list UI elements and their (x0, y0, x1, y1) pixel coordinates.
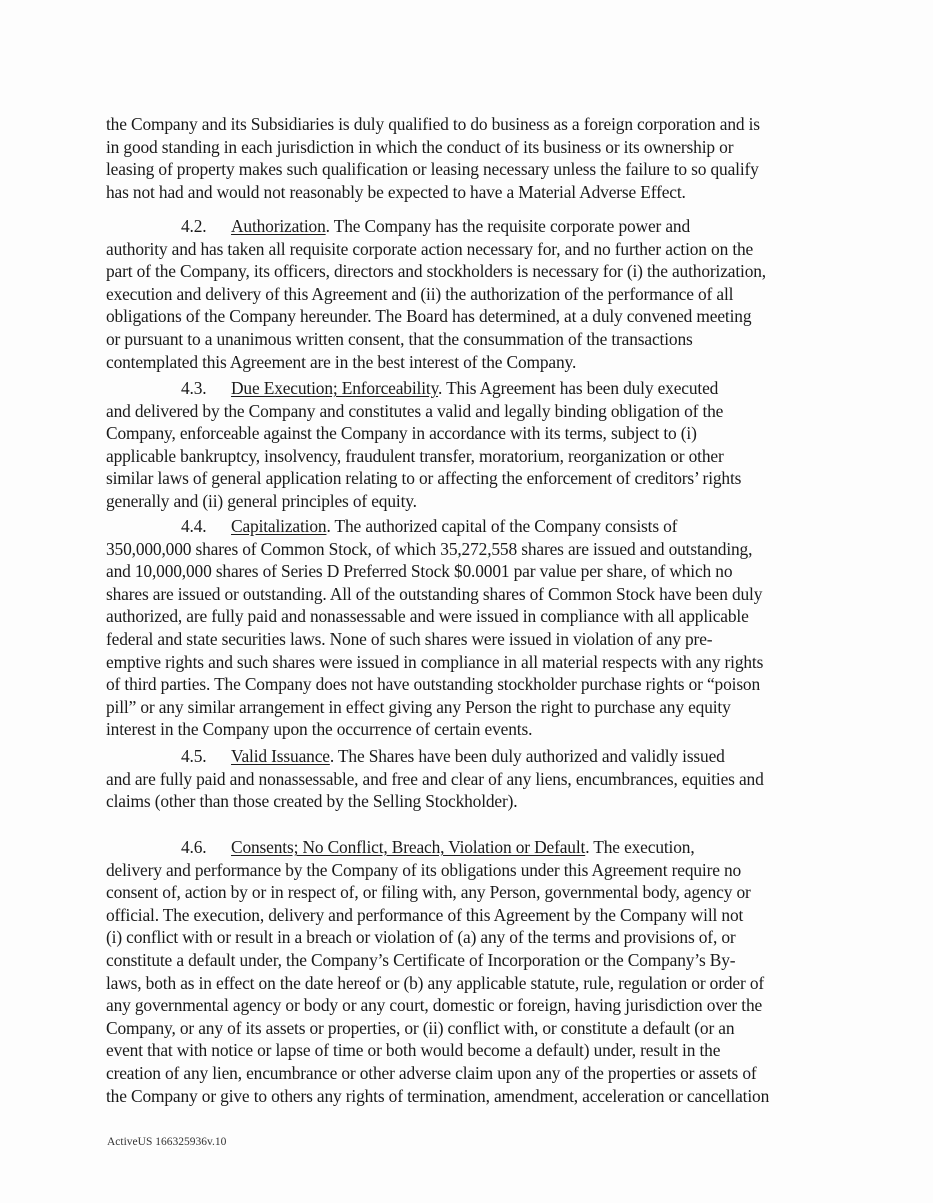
section-heading: Consents; No Conflict, Breach, Violation or Default (231, 837, 586, 857)
section-first-line (106, 836, 866, 859)
text-line: any governmental agency or body or any court, domestic or foreign, having jurisdiction over the (106, 995, 763, 1016)
text-line: has not had and would not reasonably be expected to have a Material Adverse Effect. (106, 181, 686, 202)
text-line: similar laws of general application relating to or affecting the enforcement of creditors’ rights (106, 468, 742, 489)
text-line: in good standing in each jurisdiction in which the conduct of its business or its ownership or (106, 136, 734, 157)
section-first-line-text: . This Agreement has been duly executed (438, 378, 719, 398)
text-line: execution and delivery of this Agreement and (ii) the authorization of the performance of all (106, 283, 734, 304)
text-line: event that with notice or lapse of time or both would become a default) under, result in the (106, 1040, 721, 1061)
text-line: creation of any lien, encumbrance or other adverse claim upon any of the properties or assets of (106, 1062, 757, 1083)
text-line: or pursuant to a unanimous written consent, that the consummation of the transactions (106, 328, 693, 349)
text-line: emptive rights and such shares were issued in compliance in all material respects with any rights (106, 651, 764, 672)
section-number: 4.2. (181, 216, 207, 236)
section-4-5 (106, 745, 866, 813)
section-number: 4.6. (181, 837, 207, 857)
text-line: of third parties. The Company does not have outstanding stockholder purchase rights or “poison (106, 674, 761, 695)
section-4-4 (106, 515, 866, 741)
section-4-3 (106, 377, 866, 513)
text-line: the Company and its Subsidiaries is duly qualified to do business as a foreign corporation and is (106, 114, 760, 134)
section-heading: Valid Issuance (231, 746, 330, 766)
text-line: authority and has taken all requisite corporate action necessary for, and no further action on the (106, 238, 754, 259)
text-line: 350,000,000 shares of Common Stock, of which 35,272,558 shares are issued and outstanding, (106, 538, 753, 559)
section-first-line (106, 377, 866, 400)
text-line: and delivered by the Company and constitutes a valid and legally binding obligation of the (106, 400, 724, 421)
text-line: contemplated this Agreement are in the best interest of the Company. (106, 351, 577, 372)
continuation-paragraph (106, 113, 866, 203)
text-line: Company, enforceable against the Company in accordance with its terms, subject to (i) (106, 423, 697, 444)
text-line: authorized, are fully paid and nonassessable and were issued in compliance with all applicable (106, 606, 749, 627)
section-number: 4.5. (181, 746, 207, 766)
section-4-2 (106, 215, 866, 373)
text-line: official. The execution, delivery and performance of this Agreement by the Company will not (106, 904, 744, 925)
text-line: obligations of the Company hereunder. The Board has determined, at a duly convened meeting (106, 306, 752, 327)
section-first-line (106, 745, 866, 768)
section-4-6 (106, 836, 866, 1107)
text-line: and are fully paid and nonassessable, and free and clear of any liens, encumbrances, equities and (106, 768, 764, 789)
section-first-line-text: . The Shares have been duly authorized and validly issued (329, 746, 725, 766)
text-line: the Company or give to others any rights of termination, amendment, acceleration or cancellation (106, 1085, 770, 1106)
section-heading: Capitalization (231, 516, 327, 536)
text-line: constitute a default under, the Company’s Certificate of Incorporation or the Company’s By- (106, 949, 736, 970)
text-line: applicable bankruptcy, insolvency, fraudulent transfer, moratorium, reorganization or other (106, 445, 724, 466)
section-first-line (106, 215, 866, 238)
section-first-line-text: . The execution, (585, 837, 695, 857)
text-line: federal and state securities laws. None of such shares were issued in violation of any pre- (106, 628, 713, 649)
text-line: Company, or any of its assets or properties, or (ii) conflict with, or constitute a default (or an (106, 1017, 735, 1038)
text-line: delivery and performance by the Company of its obligations under this Agreement require no (106, 859, 742, 880)
section-number: 4.4. (181, 516, 207, 536)
section-number: 4.3. (181, 378, 207, 398)
text-line: interest in the Company upon the occurrence of certain events. (106, 719, 533, 740)
text-line: laws, both as in effect on the date hereof or (b) any applicable statute, rule, regulation or order of (106, 972, 765, 993)
document-footer-id: ActiveUS 166325936v.10 (107, 1136, 227, 1148)
text-line: part of the Company, its officers, directors and stockholders is necessary for (i) the authorization, (106, 261, 766, 282)
section-heading: Authorization (231, 216, 326, 236)
text-line: (i) conflict with or result in a breach or violation of (a) any of the terms and provisions of, or (106, 927, 736, 948)
section-first-line-text: . The authorized capital of the Company consists of (326, 516, 678, 536)
text-line: and 10,000,000 shares of Series D Preferred Stock $0.0001 par value per share, of which no (106, 561, 733, 582)
section-first-line (106, 515, 866, 538)
text-line: leasing of property makes such qualification or leasing necessary unless the failure to so qualify (106, 159, 759, 180)
text-line: consent of, action by or in respect of, or filing with, any Person, governmental body, agency or (106, 882, 751, 903)
text-line: claims (other than those created by the Selling Stockholder). (106, 791, 518, 812)
text-line: shares are issued or outstanding. All of the outstanding shares of Common Stock have been duly (106, 583, 763, 604)
section-heading: Due Execution; Enforceability (231, 378, 438, 398)
text-line: pill” or any similar arrangement in effect giving any Person the right to purchase any equity (106, 696, 731, 717)
text-line: generally and (ii) general principles of equity. (106, 490, 417, 511)
section-first-line-text: . The Company has the requisite corporate power and (325, 216, 691, 236)
